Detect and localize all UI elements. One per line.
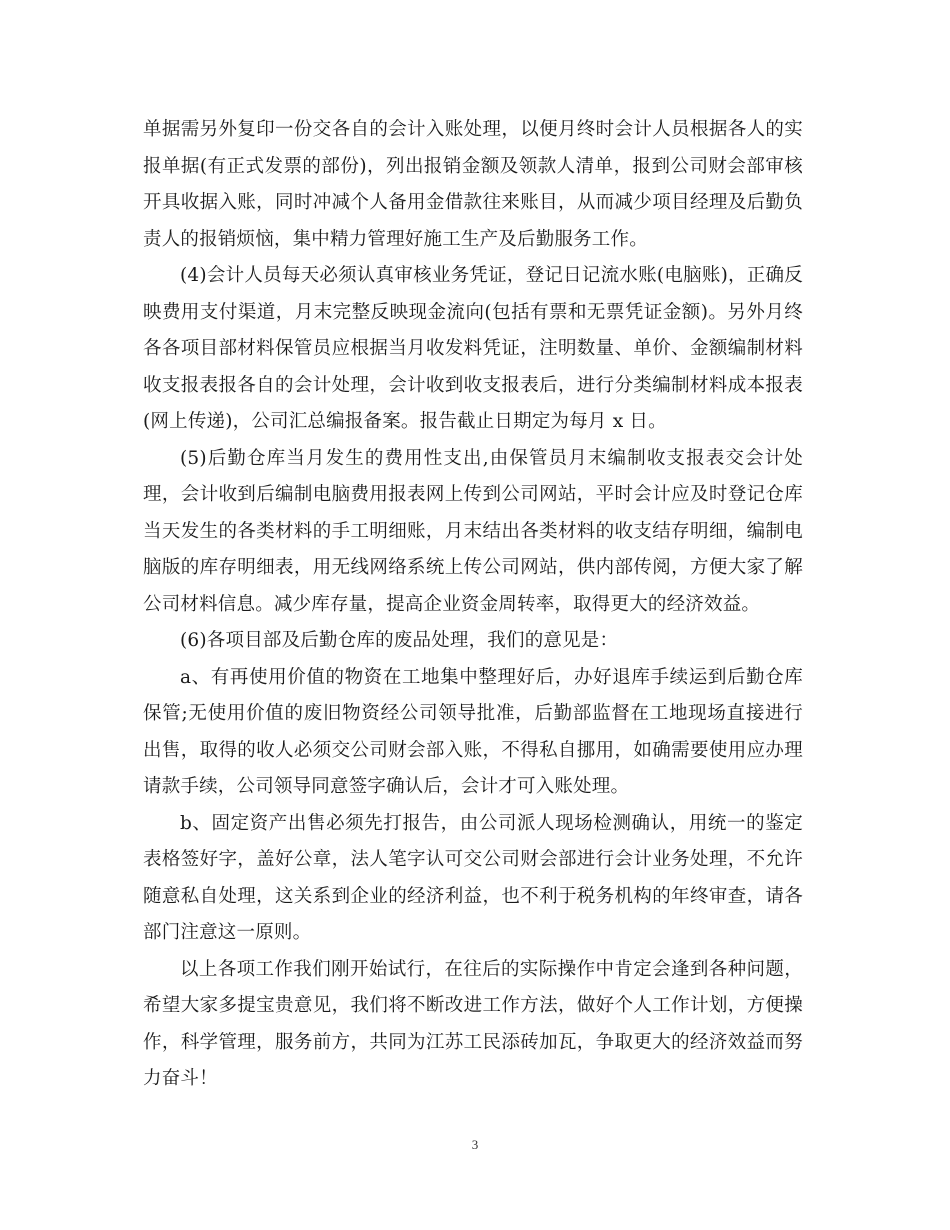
- paragraph-item-a: a、有再使用价值的物资在工地集中整理好后，办好退库手续运到后勤仓库保管;无使用价值的废旧物资经公司领导批准，后勤部监督在工地现场直接进行出售，取得的收人必须交公司财会部入账，不得私自挪用，如确需要使用应办理请款手续，公司领导同意签字确认后，会计才可入账处理。: [143, 666, 803, 797]
- document-body: [143, 112, 803, 1098]
- paragraph-continuation: 单据需另外复印一份交各自的会计入账处理，以便月终时会计人员根据各人的实报单据(有正式发票的部份)，列出报销金额及领款人清单，报到公司财会部审核开具收据入账，同时冲减个人备用金借款往来账目，从而减少项目经理及后勤负责人的报销烦恼，集中精力管理好施工生产及后勤服务工作。: [143, 119, 803, 250]
- paragraph-item-b: b、固定资产出售必须先打报告，由公司派人现场检测确认，用统一的鉴定表格签好字，盖好公章，法人笔字认可交公司财会部进行会计业务处理，不允许随意私自处理，这关系到企业的经济利益，也不利于税务机构的年终审查，请各部门注意这一原则。: [143, 812, 803, 943]
- paragraph-item-5: (5)后勤仓库当月发生的费用性支出,由保管员月末编制收支报表交会计处理，会计收到后编制电脑费用报表网上传到公司网站，平时会计应及时登记仓库当天发生的各类材料的手工明细账，月末结出各类材料的收支结存明细，编制电脑版的库存明细表，用无线网络系统上传公司网站，供内部传阅，方便大家了解公司材料信息。减少库存量，提高企业资金周转率，取得更大的经济效益。: [143, 447, 803, 615]
- paragraph-item-6: (6)各项目部及后勤仓库的废品处理，我们的意见是：: [180, 630, 619, 651]
- page-number: 3: [471, 1137, 479, 1152]
- paragraph-conclusion: 以上各项工作我们刚开始试行，在往后的实际操作中肯定会逢到各种问题，希望大家多提宝贵意见，我们将不断改进工作方法，做好个人工作计划，方便操作，科学管理，服务前方，共同为江苏工民添砖加瓦，争取更大的经济效益而努力奋斗！: [143, 958, 803, 1089]
- paragraph-item-4: (4)会计人员每天必须认真审核业务凭证，登记日记流水账(电脑账)，正确反映费用支付渠道，月末完整反映现金流向(包括有票和无票凭证金额)。另外月终各各项目部材料保管员应根据当月收发料凭证，注明数量、单价、金额编制材料收支报表报各自的会计处理，会计收到收支报表后，进行分类编制材料成本报表(网上传递)，公司汇总编报备案。报告截止日期定为每月 x 日。: [143, 265, 803, 432]
